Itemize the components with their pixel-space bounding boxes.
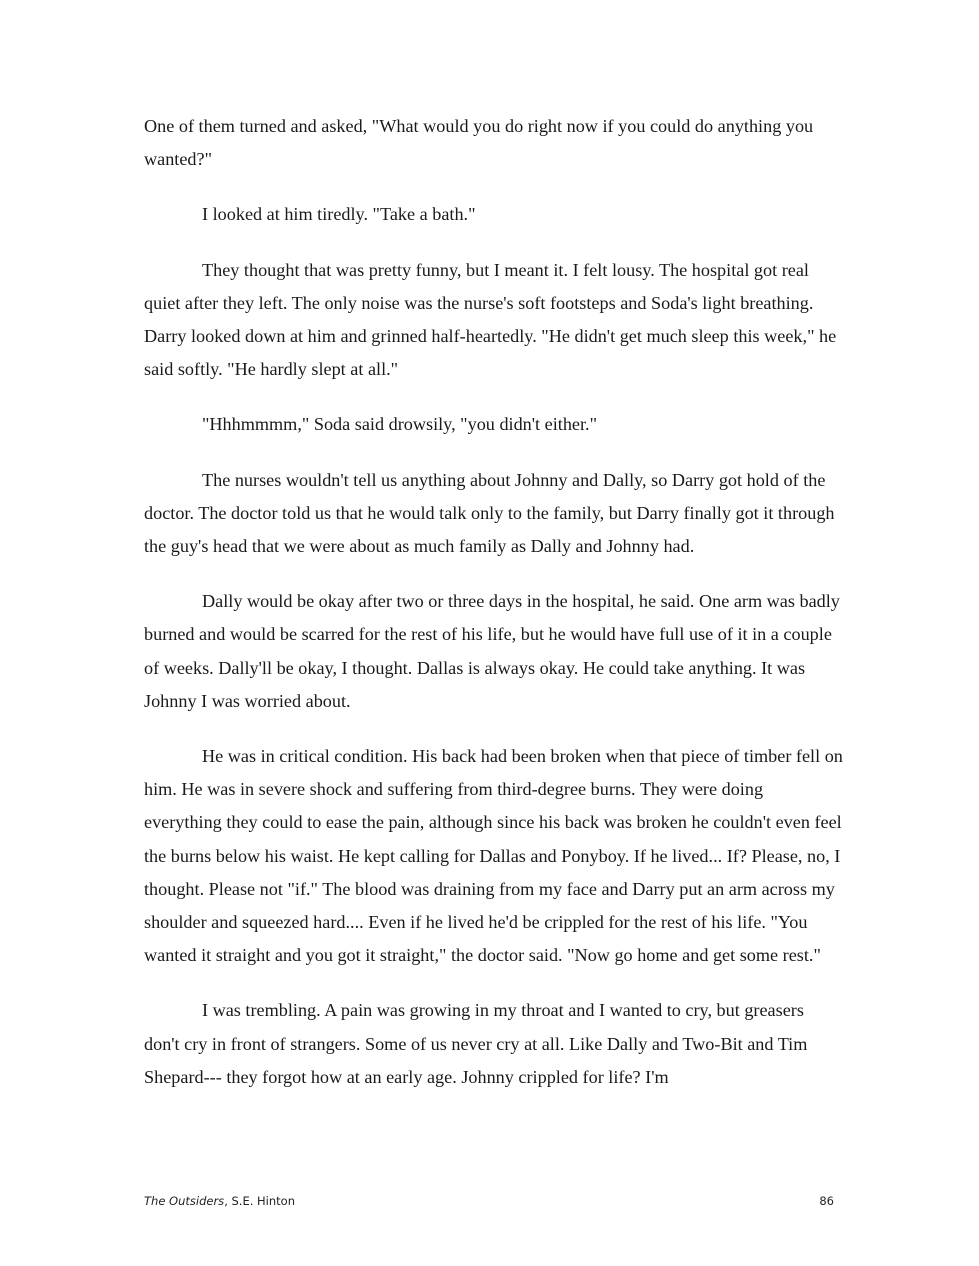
paragraph: I was trembling. A pain was growing in my throat and I wanted to cry, but greasers don't cry in front of strangers. Some of us never cry at all. Like Dally and Two-Bit and Tim Shepard--- they forgot how at an early age. Johnny crippled for life? I'm	[144, 1000, 808, 1087]
paragraph: One of them turned and asked, "What would you do right now if you could do anything you wanted?"	[144, 116, 814, 170]
page-number: 86	[819, 1194, 834, 1208]
paragraph: I looked at him tiredly. "Take a bath."	[202, 204, 476, 225]
footer-book-title: The Outsiders	[144, 1194, 225, 1208]
paragraph: Dally would be okay after two or three days in the hospital, he said. One arm was badly burned and would be scarred for the rest of his life, but he would have full use of it in a couple of weeks. Dally'll be okay, I thought. Dallas is always okay. He could take anything. It was Johnny I was worried about.	[144, 591, 840, 711]
footer-author: , S.E. Hinton	[224, 1194, 295, 1208]
paragraph: They thought that was pretty funny, but I meant it. I felt lousy. The hospital got real quiet after they left. The only noise was the nurse's soft footsteps and Soda's light breathing. Darry looked down at him and grinned half-heartedly. "He didn't get much sleep this week," he said softly. "He hardly slept at all."	[144, 259, 837, 380]
paragraph: He was in critical condition. His back had been broken when that piece of timber fell on him. He was in severe shock and suffering from third-degree burns. They were doing everything they could to ease the pain, although since his back was broken he couldn't even feel the burns below his waist. He kept calling for Dallas and Ponyboy. If he lived... If? Please, no, I thought. Please not "if." The blood was draining from my face and Darry put an arm across my shoulder and squeezed hard.... Even if he lived he'd be crippled for the rest of his life. "You wanted it straight and you got it straight," the doctor said. "Now go home and get some rest."	[144, 746, 843, 966]
page-body	[144, 110, 844, 1116]
footer-citation	[144, 1194, 295, 1208]
page-footer	[144, 1194, 834, 1208]
paragraph: "Hhhmmmm," Soda said drowsily, "you didn't either."	[202, 414, 598, 435]
paragraph: The nurses wouldn't tell us anything about Johnny and Dally, so Darry got hold of the doctor. The doctor told us that he would talk only to the family, but Darry finally got it through the guy's head that we were about as much family as Dally and Johnny had.	[144, 469, 835, 557]
